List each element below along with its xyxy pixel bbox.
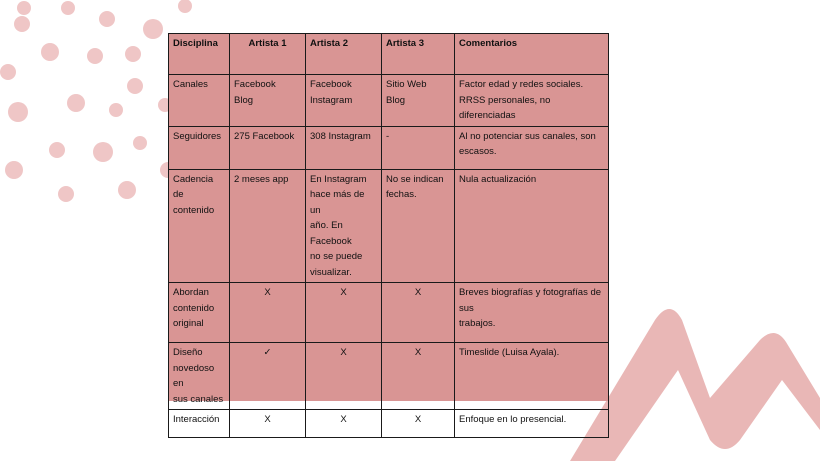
header-artista-3: Artista 3 <box>382 34 455 75</box>
dot-group <box>0 0 192 202</box>
table-row-contenido-original <box>169 283 609 343</box>
table-cell: ✓ <box>230 343 306 410</box>
comparison-table <box>168 33 609 438</box>
decorative-dot <box>0 64 16 80</box>
table-row-canales <box>169 75 609 127</box>
table-cell: X <box>230 283 306 343</box>
decorative-dot <box>127 78 143 94</box>
decorative-dot <box>87 48 103 64</box>
decorative-dot <box>109 103 123 117</box>
decorative-dot <box>61 1 75 15</box>
decorative-dot <box>99 11 115 27</box>
header-artista-1: Artista 1 <box>230 34 306 75</box>
table-cell: X <box>306 343 382 410</box>
table-cell: X <box>382 410 455 438</box>
decorative-dot <box>118 181 136 199</box>
decorative-dot <box>41 43 59 61</box>
decorative-dot <box>58 186 74 202</box>
table-row-diseno <box>169 343 609 410</box>
decorative-dot <box>5 161 23 179</box>
table-cell: 308 Instagram <box>306 126 382 169</box>
header-disciplina: Disciplina <box>169 34 230 75</box>
table-row-cadencia <box>169 169 609 283</box>
table-cell: En Instagram hace más de un año. En Facebook no se puede visualizar. <box>306 169 382 283</box>
header-comentarios: Comentarios <box>455 34 609 75</box>
table-cell: 275 Facebook <box>230 126 306 169</box>
table-cell: X <box>230 410 306 438</box>
decorative-dot <box>133 136 147 150</box>
decorative-dot <box>143 19 163 39</box>
table-cell: Breves biografías y fotografías de sus trabajos. <box>455 283 609 343</box>
table-row-seguidores <box>169 126 609 169</box>
decorative-dot <box>125 46 141 62</box>
table-cell: Cadencia de contenido <box>169 169 230 283</box>
table-cell: X <box>382 343 455 410</box>
header-artista-2: Artista 2 <box>306 34 382 75</box>
table-cell: Factor edad y redes sociales. RRSS personales, no diferenciadas <box>455 75 609 127</box>
table-cell: Timeslide (Luisa Ayala). <box>455 343 609 410</box>
table-cell: Nula actualización <box>455 169 609 283</box>
table-cell: X <box>382 283 455 343</box>
decorative-dot <box>49 142 65 158</box>
table-row-interaccion <box>169 410 609 438</box>
table-cell: Al no potenciar sus canales, son escasos. <box>455 126 609 169</box>
table-header-row <box>169 34 609 75</box>
decorative-dot <box>17 1 31 15</box>
table-cell: X <box>306 283 382 343</box>
decorative-dot <box>67 94 85 112</box>
table-cell: Sitio Web Blog <box>382 75 455 127</box>
comparison-table-container <box>168 33 608 425</box>
table-cell: - <box>382 126 455 169</box>
table-cell: Abordan contenido original <box>169 283 230 343</box>
table-cell: Seguidores <box>169 126 230 169</box>
table-cell: Diseño novedoso en sus canales <box>169 343 230 410</box>
table-cell: 2 meses app <box>230 169 306 283</box>
decorative-dot <box>93 142 113 162</box>
table-cell: X <box>306 410 382 438</box>
table-cell: Interacción <box>169 410 230 438</box>
decorative-dot <box>178 0 192 13</box>
decorative-dot <box>8 102 28 122</box>
decorative-dot <box>14 16 30 32</box>
table-cell: Enfoque en lo presencial. <box>455 410 609 438</box>
table-cell: Facebook Instagram <box>306 75 382 127</box>
table-cell: Canales <box>169 75 230 127</box>
table-cell: Facebook Blog <box>230 75 306 127</box>
table-cell: No se indican fechas. <box>382 169 455 283</box>
